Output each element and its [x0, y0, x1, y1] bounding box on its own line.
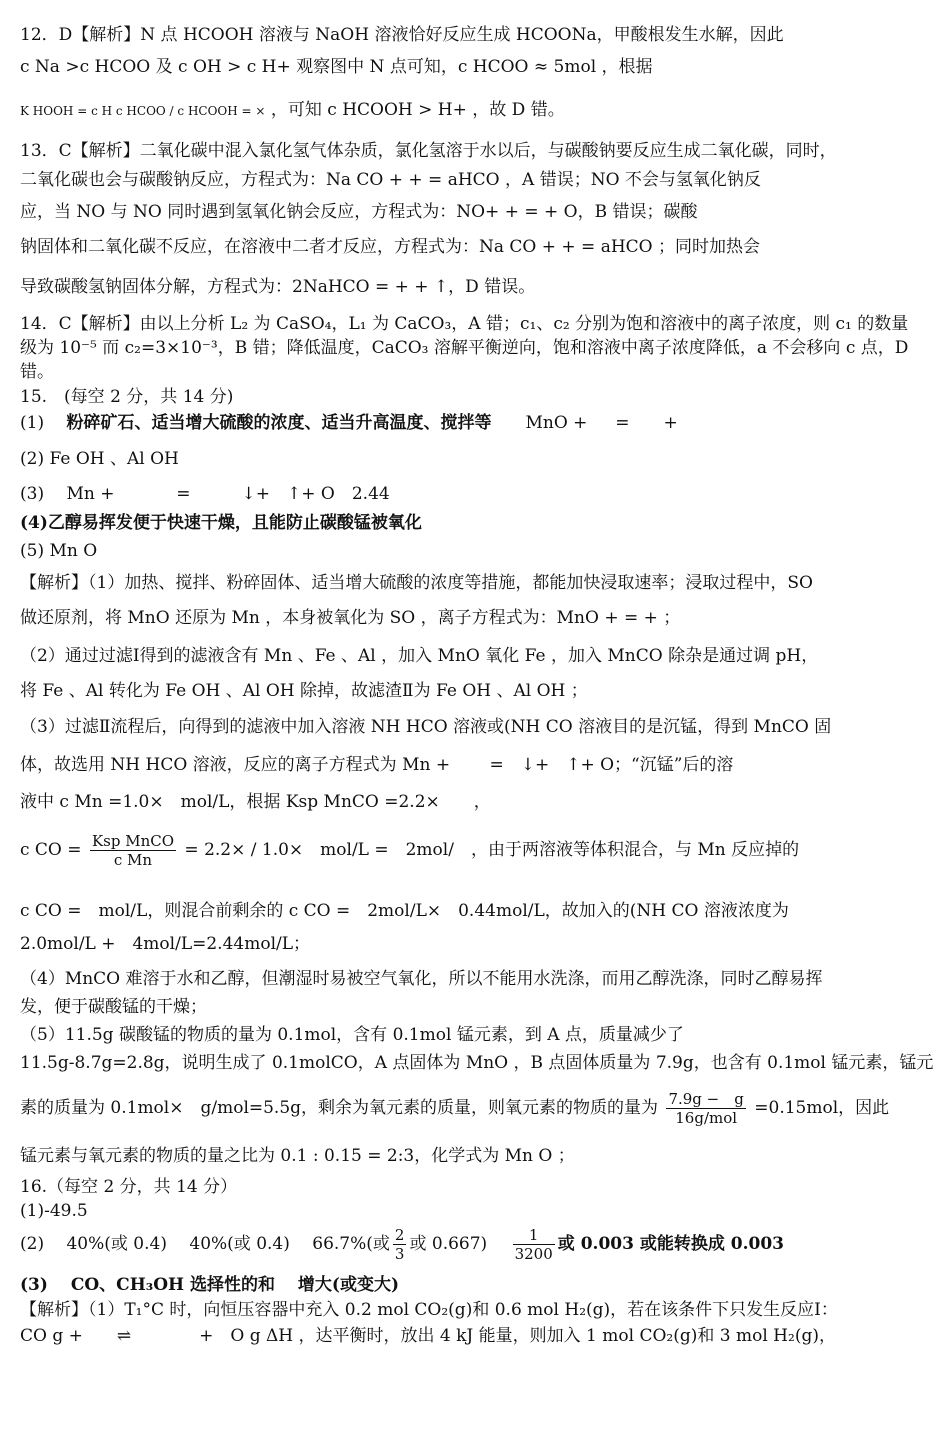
text-segment: 或 0.003 或能转换成 0.003: [557, 1234, 785, 1254]
text-line: CO g + ⇌ + O g ΔH ，达平衡时，放出 4 kJ 能量，则加入 1 mol CO₂(g)和 3 mol H₂(g)，: [20, 1326, 836, 1346]
text-line: （2）通过过滤Ⅰ得到的滤液含有 Mn 、Fe 、Al ，加入 MnO 氧化 Fe ，加入 MnCO 除杂是通过调 pH，: [20, 646, 819, 666]
text-line: 将 Fe 、Al 转化为 Fe OH 、Al OH 除掉，故滤渣Ⅱ为 Fe OH 、Al OH ；: [20, 681, 588, 701]
text-line: (5) Mn O: [20, 541, 98, 561]
text-line: 14．C【解析】由以上分析 L₂ 为 CaSO₄，L₁ 为 CaCO₃，A 错；c₁、c₂ 分别为饱和溶液中的离子浓度，则 c₁ 的数量: [20, 314, 909, 334]
denominator: 3: [394, 1245, 405, 1263]
text-line: （5）11.5g 碳酸锰的物质的量为 0.1mol，含有 0.1mol 锰元素，到 A 点，质量减少了: [20, 1025, 684, 1045]
text-line: （3）过滤Ⅱ流程后，向得到的滤液中加入溶液 NH HCO 溶液或(NH CO 溶液目的是沉锰，得到 MnCO 固: [20, 717, 832, 737]
text-line: 错。: [20, 362, 54, 382]
text-line: （4）MnCO 难溶于水和乙醇，但潮湿时易被空气氧化，所以不能用水洗涤，而用乙醇洗涤，同时乙醇易挥: [20, 969, 823, 989]
text-line: 13．C【解析】二氧化碳中混入氯化氢气体杂质，氯化氢溶于水以后，与碳酸钠要反应生成二氧化碳，同时，: [20, 141, 837, 161]
numerator: 7.9g − g: [668, 1090, 744, 1108]
text-line: 做还原剂，将 MnO 还原为 Mn ，本身被氧化为 SO ，离子方程式为：MnO + = + ；: [20, 608, 681, 628]
fraction: [513, 1226, 555, 1263]
answer-label: (1): [20, 413, 67, 433]
text-line: 钠固体和二氧化碳不反应，在溶液中二者才反应，方程式为：Na CO + + = aHCO ；同时加热会: [20, 237, 761, 257]
section-header: 15. (每空 2 分，共 14 分): [20, 387, 234, 407]
answer-text: (3) CO、CH₃OH 选择性的和 增大(或变大): [20, 1275, 400, 1295]
text-line: 锰元素与氧元素的物质的量之比为 0.1 : 0.15 = 2:3，化学式为 Mn O ；: [20, 1146, 575, 1166]
section-header: 16.（每空 2 分，共 14 分）: [20, 1177, 238, 1197]
equation: c CO =: [20, 840, 82, 860]
text-line: (1)-49.5: [20, 1201, 88, 1221]
text-line: 导致碳酸氢钠固体分解，方程式为：2NaHCO = + + ↑，D 错误。: [20, 277, 536, 297]
text-line: 【解析】（1）加热、搅拌、粉碎固体、适当增大硫酸的浓度等措施，都能加快浸取速率；浸取过程中，SO: [20, 573, 813, 593]
text-segment: 或 0.667): [409, 1234, 505, 1254]
denominator: 3200: [514, 1245, 553, 1263]
text-line: c CO = mol/L，则混合前剩余的 c CO = 2mol/L× 0.44mol/L，故加入的(NH CO 溶液浓度为: [20, 901, 789, 921]
text-line: 发，便于碳酸锰的干燥；: [20, 997, 207, 1017]
fraction: [393, 1226, 407, 1263]
text-line: 体，故选用 NH HCO 溶液，反应的离子方程式为 Mn + = ↓+ ↑+ O；“沉锰”后的溶: [20, 755, 734, 775]
text-segment: 素的质量为 0.1mol× g/mol=5.5g，剩余为氧元素的质量，则氧元素的物质的量为: [20, 1098, 659, 1118]
text-line: 11.5g-8.7g=2.8g，说明生成了 0.1molCO，A 点固体为 MnO ，B 点固体质量为 7.9g，也含有 0.1mol 锰元素，锰元: [20, 1053, 934, 1073]
text-line: 二氧化碳也会与碳酸钠反应，方程式为：Na CO + + = aHCO ，A 错误；NO 不会与氢氧化钠反: [20, 170, 761, 190]
text-line: 应，当 NO 与 NO 同时遇到氢氧化钠会反应，方程式为：NO+ + = + O，B 错误；碳酸: [20, 202, 698, 222]
numerator: 2: [394, 1226, 405, 1244]
denominator: c Mn: [113, 851, 153, 869]
answer-text: (4)乙醇易挥发便于快速干燥，且能防止碳酸锰被氧化: [20, 513, 422, 533]
text-line: 12．D【解析】N 点 HCOOH 溶液与 NaOH 溶液恰好反应生成 HCOONa，甲酸根发生水解，因此: [20, 25, 784, 45]
text-segment: (2) 40%(或 0.4) 40%(或 0.4) 66.7%(或: [20, 1234, 390, 1254]
fraction: [90, 832, 176, 869]
text-line: 2.0mol/L + 4mol/L=2.44mol/L；: [20, 934, 311, 954]
text-line: ，可知 c HCOOH > H+ ，故 D 错。: [270, 100, 565, 120]
text-line: 【解析】（1）T₁°C 时，向恒压容器中充入 0.2 mol CO₂(g)和 0.6 mol H₂(g)，若在该条件下只发生反应Ⅰ：: [20, 1300, 838, 1320]
ka-expression: K HOOH = c H c HCOO / c HCOOH = ×: [20, 104, 266, 118]
equation: MnO + = +: [491, 413, 695, 433]
text-line: c Na >c HCOO 及 c OH > c H+ 观察图中 N 点可知，c HCOO ≈ 5mol ，根据: [20, 57, 653, 77]
equation: = 2.2× / 1.0× mol/L = 2mol/ ，由于两溶液等体积混合，与 Mn 反应掉的: [184, 840, 800, 860]
text-line: (2) Fe OH 、Al OH: [20, 449, 179, 469]
text-line: 级为 10⁻⁵ 而 c₂=3×10⁻³，B 错；降低温度，CaCO₃ 溶解平衡逆向，饱和溶液中离子浓度降低，a 不会移向 c 点，D: [20, 338, 909, 358]
numerator: 1: [513, 1226, 555, 1245]
fraction: [666, 1090, 745, 1127]
answer-text: 粉碎矿石、适当增大硫酸的浓度、适当升高温度、搅拌等: [66, 413, 492, 433]
numerator: Ksp MnCO: [91, 832, 175, 850]
denominator: 16g/mol: [675, 1109, 738, 1127]
text-line: 液中 c Mn =1.0× mol/L，根据 Ksp MnCO =2.2× ，: [20, 792, 491, 812]
text-line: (3) Mn + = ↓+ ↑+ O 2.44: [20, 484, 390, 504]
text-segment: =0.15mol，因此: [754, 1098, 890, 1118]
